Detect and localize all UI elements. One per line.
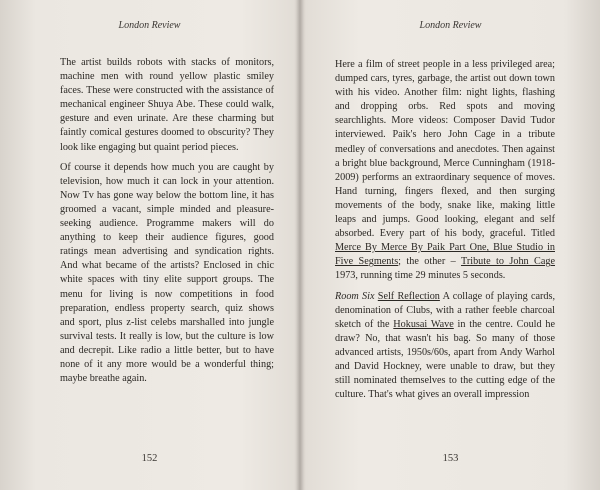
page-number-right: 153 bbox=[442, 453, 459, 464]
left-page bbox=[0, 0, 299, 490]
room-title: Self Reflection bbox=[377, 290, 440, 302]
body-text-left bbox=[60, 56, 274, 392]
work-title: Hokusai Wave bbox=[393, 318, 454, 330]
paragraph: The artist builds robots with stacks of monitors, machine men with round yellow plastic smiley faces. These were constructed with the assistance of mechanical engineer Shuya Abe. These could walk, gesture and even urinate. Are these charming but faintly comical gestures doomed to obscurity? They look like engaging but quaint period pieces. bbox=[60, 57, 274, 153]
paragraph bbox=[335, 58, 555, 284]
page-number-left: 152 bbox=[141, 453, 158, 464]
room-label: Room Six bbox=[335, 290, 375, 302]
text-run: A collage of playing cards, denomination of Clubs, with a rather feeble charcoal sketch of the bbox=[335, 290, 556, 330]
text-run: 1973, running time 29 minutes 5 seconds. bbox=[335, 270, 506, 282]
running-head-right: London Review bbox=[419, 20, 482, 31]
text-run: Here a film of street people in a less privileged area; dumped cars, tyres, garbage, the artist out down town with his video. Another film: night lights, flashing and dropping orbs. Red spots and moving searchlights. More videos: Composer David Tudor interviewed. Paik's hero John Cage in a tribute medley of conversations and anecdotes. Then against a bright blue background, Merce Cunningham (1918-2009) performs an extraordinary sequence of moves. Hand turning, fingers flexed, and then surging movements of the body, snake like, making little leaps and jumps. Good looking, elegant and self absorbed. Every part of his body, graceful. Titled bbox=[335, 59, 555, 240]
running-head-left: London Review bbox=[118, 20, 181, 31]
work-title: Tribute to John Cage bbox=[460, 256, 555, 268]
paragraph: Of course it depends how much you are caught by television, how much it can lock in your attention. Now Tv has gone way below the bottom line, it has groomed a vacant, simple minded and pleasure-seeking audience. Programme makers will do anything to keep their audience figures, good ratings mean advertising and syndication rights. And what became of the artists? Enclosed in chic white spaces with tiny elite support groups. The menu for living is now competitions in food preparation, endless property search, quiz shows and sport, plus z-list celebs marshalled into jungle survival tests. It really is low, but the culture is low and decrepit. Like radio a little better, but to have none of it any more would be a wonderful thing; maybe breathe again. bbox=[60, 161, 274, 385]
work-title: Merce By Merce By Paik Part One, Blue Studio in Five Segments bbox=[335, 242, 555, 268]
text-run: in the centre. Could he draw? No, that wasn't his bag. So many of those advanced artists, 1950s/60s, apart from Andy Warhol and David Hockney, were unable to draw, but they still nominated themselves to the cutting edge of the culture. That's what gives an overall impression bbox=[335, 318, 555, 401]
right-page bbox=[301, 0, 600, 490]
paragraph bbox=[335, 290, 555, 403]
body-text-right bbox=[335, 58, 555, 408]
text-run: ; the other – bbox=[398, 256, 461, 268]
